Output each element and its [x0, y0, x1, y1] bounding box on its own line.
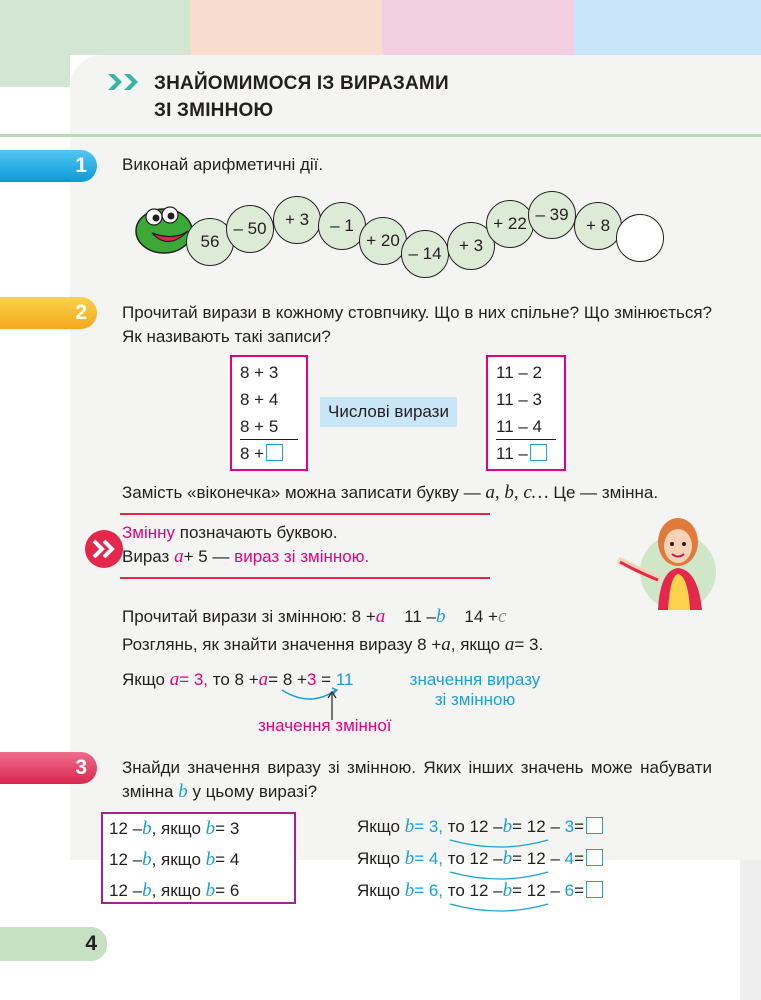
exercise-3-text: Знайди значення виразу зі змінною. Яких інших значень може набувати змінна b у цьому виразі?: [122, 758, 712, 802]
exercise-2-number: 2: [0, 297, 97, 329]
expression-row: 12 –b, якщо b= 6: [109, 880, 240, 901]
page-title: ЗНАЙОМИМОСЯ ІЗ ВИРАЗАМИ ЗІ ЗМІННОЮ: [154, 73, 449, 121]
answer-box[interactable]: [586, 817, 603, 834]
left-green-block: [0, 55, 70, 87]
caterpillar-bead: + 3: [273, 196, 321, 244]
caterpillar-bead: – 14: [401, 230, 449, 278]
caterpillar-bead: – 1: [318, 202, 366, 250]
caterpillar-bead: + 20: [359, 217, 407, 265]
expression: 8 + 5: [240, 413, 298, 440]
expression: 11 – 3: [496, 390, 543, 409]
caterpillar-bead: 56: [186, 218, 234, 266]
expression-row: 12 –b, якщо b= 3: [109, 818, 240, 839]
answer-box[interactable]: [586, 881, 603, 898]
window-note: Замість «віконечка» можна записати букву — a, b, c… Це — змінна.: [122, 482, 659, 503]
expression-column-1: [230, 355, 308, 471]
solution-arrows: [440, 836, 560, 916]
rule-chevron-icon: [82, 529, 126, 569]
caterpillar-bead-empty: [616, 214, 664, 262]
expression-row: 12 –b, якщо b= 4: [109, 849, 240, 870]
rule-bottom-divider: [120, 577, 490, 579]
solution-row: Якщо b= 3, то 12 –b= 12 – 3=: [357, 816, 603, 838]
teacher-illustration: [608, 510, 718, 610]
consider-example-text: Розглянь, як знайти значення виразу 8 +a, якщо a= 3.: [122, 634, 544, 655]
exercise-3-expressions: [101, 812, 296, 904]
top-strip-blue: [574, 0, 761, 55]
caterpillar-bead: + 8: [574, 202, 622, 250]
top-strip-peach: [190, 0, 382, 55]
read-variable-expressions: Прочитай вирази зі змінною: 8 +a 11 –b 14 +c: [122, 606, 507, 627]
rule-top-divider: [120, 513, 490, 515]
solution-row: Якщо b= 6, то 12 –b= 12 – 6=: [357, 880, 603, 902]
right-margin: [740, 860, 761, 1000]
caterpillar-bead: – 50: [226, 205, 274, 253]
expression: 8 + 4: [240, 390, 279, 409]
caterpillar-chain: [130, 185, 670, 275]
annotation-variable-value: значення змінної: [258, 716, 392, 735]
expression: 8 +: [240, 440, 298, 467]
caterpillar-bead: + 3: [447, 222, 495, 270]
expression: 8 + 3: [240, 363, 279, 382]
expression: 11 – 4: [496, 413, 556, 440]
caterpillar-bead: – 39: [528, 191, 576, 239]
page-number: 4: [0, 927, 107, 961]
annotation-expression-value: значення виразу зі змінною: [409, 670, 541, 709]
title-divider: [0, 134, 761, 137]
rule-text: Змінну позначають буквою. Вираз a+ 5 — вираз зі змінною.: [122, 523, 370, 567]
exercise-2-text: Прочитай вирази в кожному стовпчику. Що в них спільне? Що змінюється? Як називають такі записи?: [122, 303, 712, 346]
top-strip-green: [0, 0, 190, 55]
worked-example: Якщо a= 3, то 8 +a= 8 +3 = 11: [122, 669, 354, 690]
expression: 11 – 2: [496, 363, 543, 382]
numeric-expressions-label: Числові вирази: [320, 397, 457, 427]
top-strip-pink: [382, 0, 574, 55]
exercise-1-number: 1: [0, 150, 97, 182]
solution-row: Якщо b= 4, то 12 –b= 12 – 4=: [357, 848, 603, 870]
double-chevron-icon: [106, 72, 142, 92]
exercise-1-text: Виконай арифметичні дії.: [122, 155, 324, 174]
answer-box[interactable]: [586, 849, 603, 866]
blank-square: [530, 444, 547, 461]
blank-square: [266, 444, 283, 461]
caterpillar-bead: + 22: [486, 200, 534, 248]
expression-column-2: [486, 355, 566, 471]
exercise-3-number: 3: [0, 752, 97, 784]
expression: 11 –: [496, 440, 556, 467]
